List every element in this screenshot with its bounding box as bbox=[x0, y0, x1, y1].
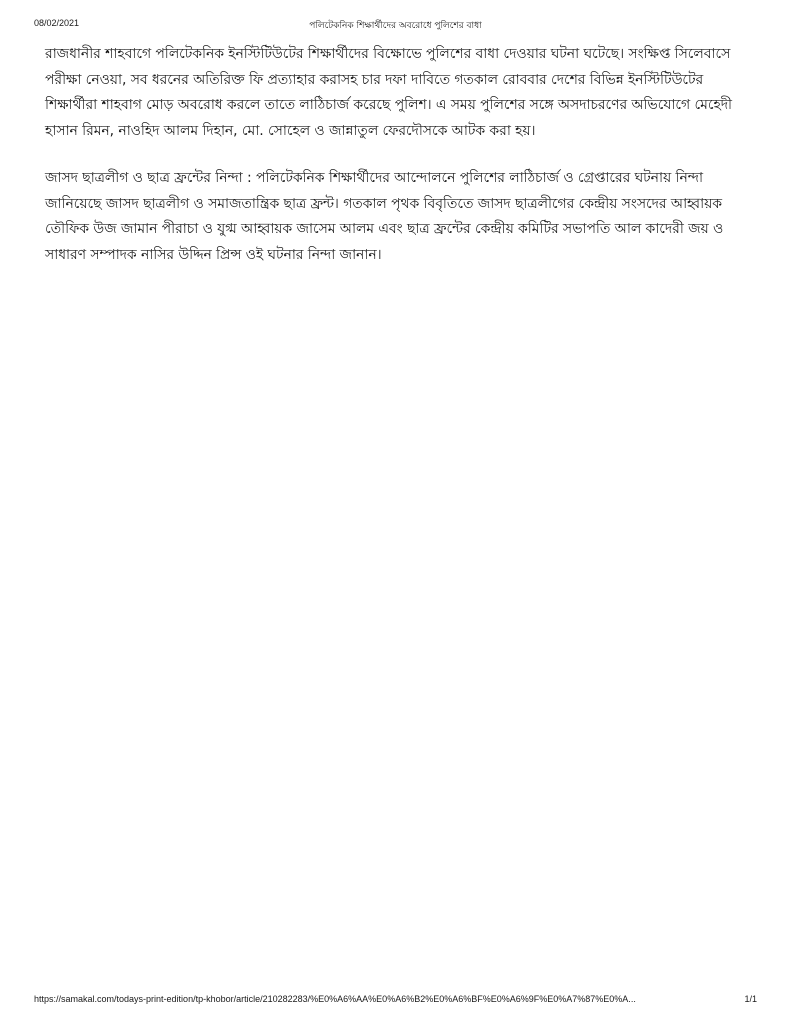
print-date: 08/02/2021 bbox=[34, 18, 80, 28]
article-paragraph: জাসদ ছাত্রলীগ ও ছাত্র ফ্রন্টের নিন্দা : পলিটেকনিক শিক্ষার্থীদের আন্দোলনে পুলিশের লাঠিচার্জ ও গ্রেপ্তারের ঘটনায় নিন্দা জানিয়েছে জাসদ ছাত্রলীগ ও সমাজতান্ত্রিক ছাত্র ফ্রন্ট। গতকাল পৃথক বিবৃতিতে জাসদ ছাত্রলীগের কেন্দ্রীয় সংসদের আহ্বায়ক তৌফিক উজ জামান পীরাচা ও যুগ্ম আহ্বায়ক জাসেম আলম এবং ছাত্র ফ্রন্টের কেন্দ্রীয় কমিটির সভাপতি আল কাদেরী জয় ও সাধারণ সম্পাদক নাসির উদ্দিন প্রিন্স ওই ঘটনার নিন্দা জানান। bbox=[45, 170, 724, 263]
print-footer bbox=[34, 994, 757, 1008]
page-number: 1/1 bbox=[744, 994, 757, 1004]
print-header bbox=[34, 18, 757, 34]
article-paragraph: রাজধানীর শাহবাগে পলিটেকনিক ইনস্টিটিউটের শিক্ষার্থীদের বিক্ষোভে পুলিশের বাধা দেওয়ার ঘটনা ঘটেছে। সংক্ষিপ্ত সিলেবাসে পরীক্ষা নেওয়া, সব ধরনের অতিরিক্ত ফি প্রত্যাহার করাসহ চার দফা দাবিতে গতকাল রোববার দেশের বিভিন্ন ইনস্টিটিউটের শিক্ষার্থীরা শাহবাগ মোড় অবরোধ করলে তাতে লাঠিচার্জ করেছে পুলিশ। এ সময় পুলিশের সঙ্গে অসদাচরণের অভিযোগে মেহেদী হাসান রিমন, নাওহিদ আলম দিহান, মো. সোহেল ও জান্নাতুল ফেরদৌসকে আটক করা হয়। bbox=[45, 46, 732, 139]
print-title: পলিটেকনিক শিক্ষার্থীদের অবরোধে পুলিশের বাধা bbox=[309, 21, 482, 31]
print-url: https://samakal.com/todays-print-edition/tp-khobor/article/210282283/%E0%A6%AA%E0%A6%B2%E0%A6%BF%E0%A6%9F%E0%A7%87%E0%A... bbox=[34, 994, 636, 1004]
article-body bbox=[45, 42, 745, 268]
